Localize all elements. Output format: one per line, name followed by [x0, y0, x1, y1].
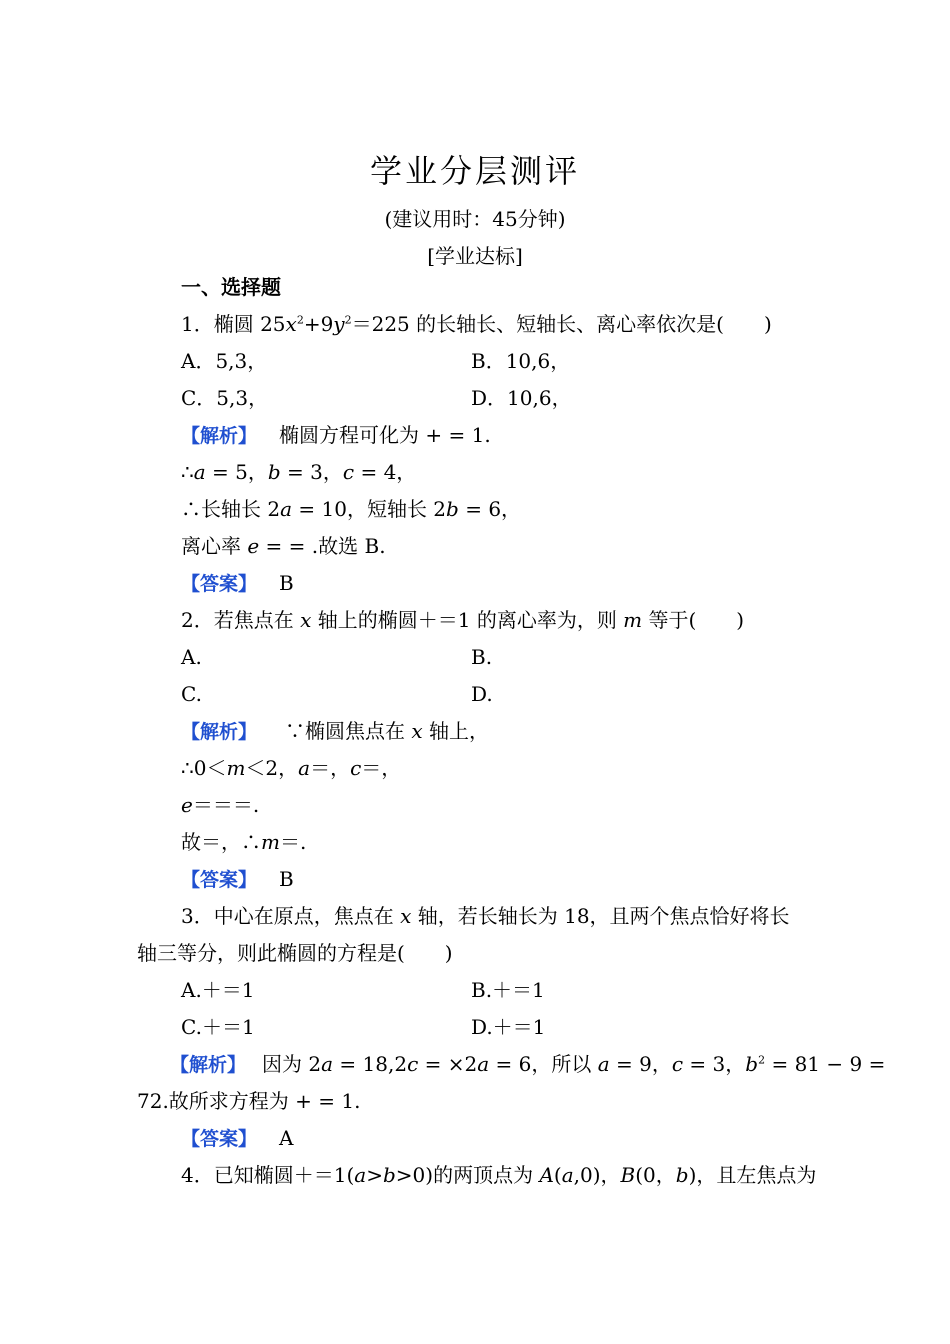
q1-stem: 1．椭圆 $25x^2+9y^2=225$ 的长轴长、短轴长、离心率依次是( ) — [181, 312, 772, 336]
q3-stem-line1: 3．中心在原点，焦点在 x 轴，若长轴长为 18，且两个焦点恰好将长 — [181, 904, 790, 928]
q1-analysis-line3: ∴长轴长 2a = 10，短轴长 2b = 6， — [181, 497, 522, 521]
answer-tag: 【答案】 — [181, 869, 258, 891]
analysis-tag: 【解析】 — [181, 721, 258, 743]
q3-option-d: D.＋＝1 — [471, 1015, 546, 1039]
q2-analysis: 【解析】 ∵椭圆焦点在 x 轴上， — [181, 719, 490, 743]
q1-option-a: A．5,3， — [181, 349, 268, 373]
section-heading: 一、选择题 — [181, 275, 281, 299]
answer-tag: 【答案】 — [181, 573, 258, 595]
analysis-tag: 【解析】 — [170, 1054, 247, 1076]
q2-option-d: D. — [471, 682, 493, 706]
q3-option-c: C.＋＝1 — [181, 1015, 255, 1039]
page-title: 学业分层测评 — [369, 152, 580, 190]
q1-option-b: B．10,6， — [471, 349, 571, 373]
q3-option-a: A.＋＝1 — [181, 978, 255, 1002]
time-note: (建议用时：45分钟) — [384, 207, 566, 231]
q1-analysis-line4: 离心率 e = = .故选 B. — [181, 534, 386, 558]
section-tag: [学业达标] — [427, 244, 523, 268]
q2-option-b: B. — [471, 645, 493, 669]
q2-option-a: A. — [181, 645, 202, 669]
q1-option-c: C．5,3， — [181, 386, 269, 410]
q2-stem: 2．若焦点在 x 轴上的椭圆＋＝1 的离心率为，则 m 等于( ) — [181, 608, 745, 632]
q3-analysis: 【解析】 因为 2a = 18,2c = ×2a = 6，所以 a = 9，c = 3，$b^2 = 81 - 9$ = — [170, 1052, 886, 1076]
q4-stem: 4．已知椭圆＋＝1(a>b>0)的两顶点为 A(a,0)，B(0，b)，且左焦点为 — [181, 1163, 817, 1187]
q1-option-d: D．10,6， — [471, 386, 572, 410]
q2-analysis-line2: ∴0＜m＜2，a＝，c＝， — [181, 756, 402, 780]
q2-analysis-line3: e＝＝＝. — [181, 793, 260, 817]
q2-answer: 【答案】 B — [181, 867, 294, 891]
answer-tag: 【答案】 — [181, 1128, 258, 1150]
analysis-tag: 【解析】 — [181, 425, 258, 447]
q1-analysis-line2: ∴a = 5，b = 3，c = 4， — [181, 460, 417, 484]
q3-option-b: B.＋＝1 — [471, 978, 545, 1002]
q1-answer: 【答案】 B — [181, 571, 294, 595]
q2-analysis-line4: 故＝，∴m＝. — [181, 830, 307, 854]
q2-option-c: C. — [181, 682, 202, 706]
q3-stem-line2: 轴三等分，则此椭圆的方程是( ) — [137, 941, 453, 965]
q3-answer: 【答案】 A — [181, 1126, 294, 1150]
q1-analysis: 【解析】 椭圆方程可化为 + = 1. — [181, 423, 491, 447]
q3-analysis-line2: 72.故所求方程为 + = 1. — [137, 1089, 361, 1113]
